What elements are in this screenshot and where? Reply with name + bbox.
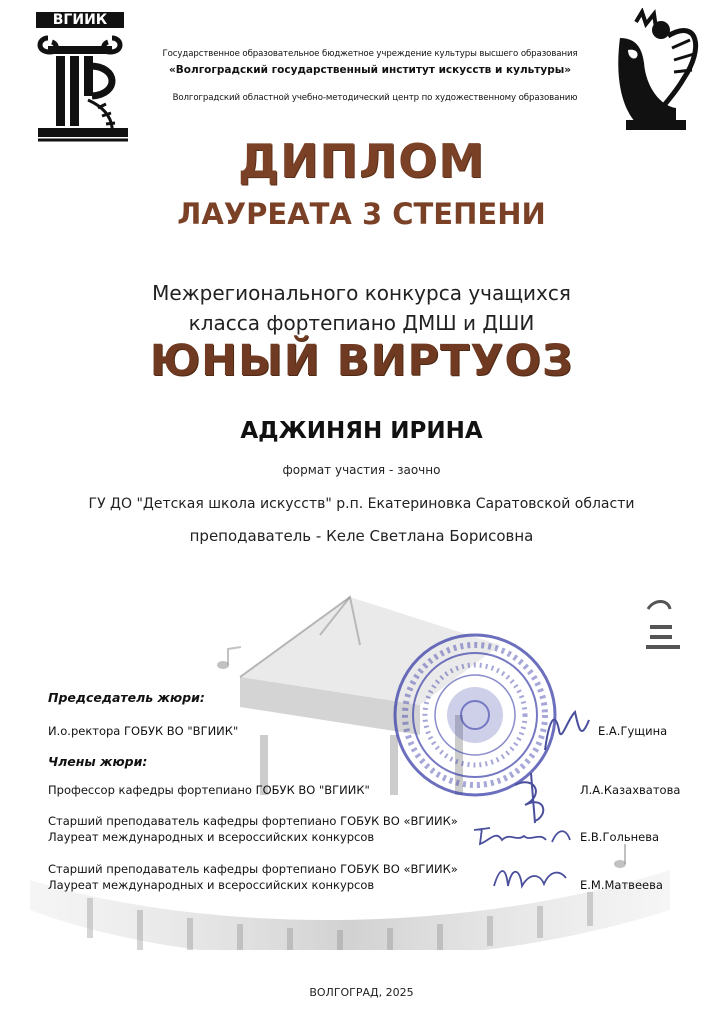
contest-description-line2: класса фортепиано ДМШ и ДШИ xyxy=(188,311,535,335)
jury-member-title: Лауреат международных и всероссийских конкурсов xyxy=(48,878,375,892)
signature-member-3 xyxy=(490,860,570,896)
jury-member-name: Л.А.Казахватова xyxy=(580,783,681,797)
jury-member-name: Е.М.Матвеева xyxy=(580,878,663,892)
vgiik-logo xyxy=(28,8,138,148)
participation-format: формат участия - заочно xyxy=(282,463,441,477)
jury-chair-name: Е.А.Гущина xyxy=(598,724,668,738)
header-institution-name: «Волгоградский государственный институт искусств и культуры» xyxy=(169,64,571,76)
jury-chair-heading: Председатель жюри: xyxy=(48,690,205,705)
theatre-mask-emblem xyxy=(606,8,706,138)
diploma-title: ДИПЛОМ xyxy=(237,134,486,188)
participant-name: АДЖИНЯН ИРИНА xyxy=(240,418,483,444)
contest-name: ЮНЫЙ ВИРТУОЗ xyxy=(149,336,574,386)
header-center-name: Волгоградский областной учебно-методический центр по художественному образованию xyxy=(172,93,578,103)
vgiik-logo-graphic xyxy=(28,8,138,148)
contest-description-line1: Межрегионального конкурса учащихся xyxy=(152,281,571,305)
jury-chair-role: И.о.ректора ГОБУК ВО "ВГИИК" xyxy=(48,724,239,738)
jury-member-role: Старший преподаватель кафедры фортепиано ГОБУК ВО «ВГИИК» xyxy=(48,862,458,876)
teacher-name: преподаватель - Келе Светлана Борисовна xyxy=(189,527,534,545)
mask-quill-icon xyxy=(606,8,706,138)
piano-keys-wave xyxy=(30,840,670,950)
jury-member-name: Е.В.Гольнева xyxy=(580,830,660,844)
signature-member-1 xyxy=(505,765,565,825)
music-note-icon xyxy=(640,595,690,655)
school-name: ГУ ДО "Детская школа искусств" р.п. Екатериновка Саратовской области xyxy=(88,496,635,512)
jury-member-title: Лауреат международных и всероссийских конкурсов xyxy=(48,830,375,844)
signature-chair xyxy=(535,700,595,760)
footer-city-year: ВОЛГОГРАД, 2025 xyxy=(309,986,414,999)
jury-member-role: Профессор кафедры фортепиано ГОБУК ВО "ВГИИК" xyxy=(48,783,370,797)
logo-text: ВГИИК xyxy=(52,12,108,28)
music-note-icon xyxy=(215,645,245,671)
jury-members-heading: Члены жюри: xyxy=(48,754,148,769)
diploma-subtitle: ЛАУРЕАТА 3 СТЕПЕНИ xyxy=(177,197,546,231)
header-institution-type: Государственное образовательное бюджетное учреждение культуры высшего образования xyxy=(162,49,578,59)
jury-member-role: Старший преподаватель кафедры фортепиано ГОБУК ВО «ВГИИК» xyxy=(48,814,458,828)
signature-member-2 xyxy=(470,820,580,850)
